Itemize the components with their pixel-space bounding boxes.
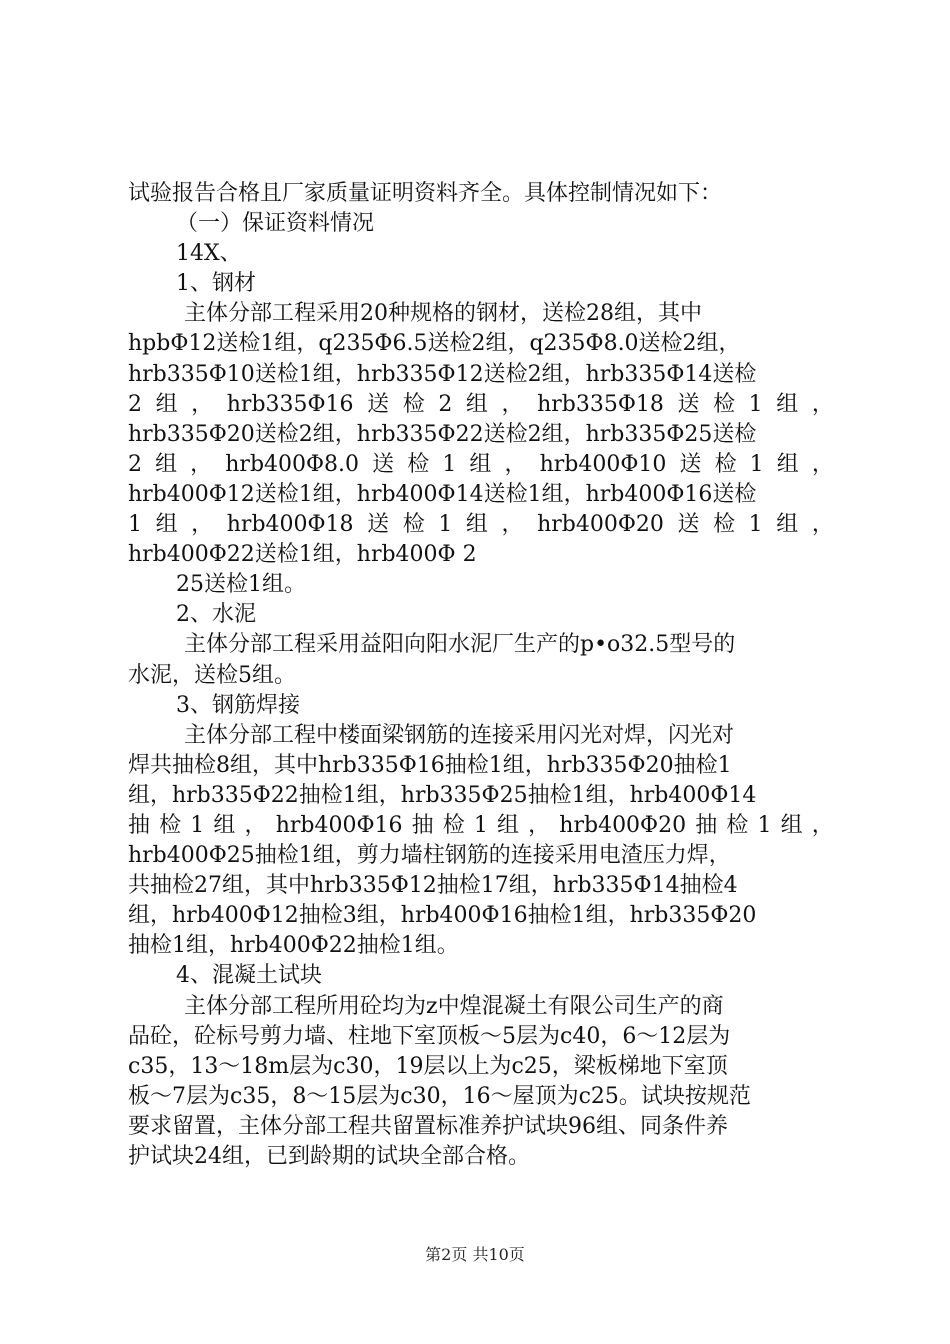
line-token: 组 xyxy=(465,391,488,417)
line-token: ， xyxy=(501,512,524,538)
line-token: 1 xyxy=(190,812,205,838)
paragraph-line: hrb335Φ20送检2组，hrb335Φ22送检2组，hrb335Φ25送检 xyxy=(128,421,757,447)
paragraph-line: 主体分部工程所用砼均为z中煌混凝土有限公司生产的商 xyxy=(184,993,724,1019)
line-token: ， xyxy=(811,812,834,838)
item-heading: 4、混凝土试块 xyxy=(176,963,322,989)
line-token: 检 xyxy=(402,391,425,417)
line-token: ， xyxy=(191,512,214,538)
line-token: hrb400Φ16 xyxy=(275,812,403,838)
paragraph-line: 水泥，送检5组。 xyxy=(128,662,296,688)
line-token: ， xyxy=(811,451,834,477)
line-token: 1 xyxy=(757,812,772,838)
line-token: 组 xyxy=(497,812,520,838)
paragraph-line: 试验报告合格且厂家质量证明资料齐全。具体控制情况如下： xyxy=(128,181,723,206)
line-token: 检 xyxy=(407,451,430,477)
line-token: 1 xyxy=(442,451,457,477)
line-token: 抽 xyxy=(411,812,434,838)
line-token: hrb400Φ20 xyxy=(559,812,687,838)
paragraph-line: hrb335Φ10送检1组，hrb335Φ12送检2组，hrb335Φ14送检 xyxy=(128,361,757,387)
line-token: 1 xyxy=(473,812,488,838)
line-token: 1 xyxy=(749,451,764,477)
line-token: 1 xyxy=(748,512,763,538)
paragraph-line-justified xyxy=(128,390,834,420)
item-heading: 1、钢材 xyxy=(176,271,256,297)
line-token: 检 xyxy=(159,812,182,838)
line-token: hrb335Φ18 xyxy=(537,391,664,417)
line-token: hrb400Φ10 xyxy=(539,451,667,477)
line-token: ， xyxy=(811,391,834,417)
paragraph-line: 共抽检27组，其中hrb335Φ12抽检17组，hrb335Φ14抽检4 xyxy=(128,873,738,899)
paragraph-line: 25送检1组。 xyxy=(176,572,306,598)
line-token: 组 xyxy=(155,451,178,477)
paragraph-line: 组，hrb400Φ12抽检3组，hrb400Φ16抽检1组，hrb335Φ20 xyxy=(128,903,757,929)
line-token: 组 xyxy=(776,391,799,417)
paragraph-line-justified xyxy=(128,450,834,480)
line-token: 送 xyxy=(677,512,700,538)
line-token: ， xyxy=(811,512,834,538)
paragraph-line: 主体分部工程采用益阳向阳水泥厂生产的p•o32.5型号的 xyxy=(184,632,736,658)
item-heading: 2、水泥 xyxy=(176,602,256,628)
line-token: 组 xyxy=(465,512,488,538)
line-token: 组 xyxy=(776,451,799,477)
paragraph-line: hrb400Φ25抽检1组，剪力墙柱钢筋的连接采用电渣压力焊， xyxy=(128,843,731,869)
document-body xyxy=(128,179,834,1172)
line-token: ， xyxy=(191,391,214,417)
paragraph-line: hrb400Φ12送检1组，hrb400Φ14送检1组，hrb400Φ16送检 xyxy=(128,481,757,507)
item-heading: 3、钢筋焊接 xyxy=(176,692,300,718)
line-token: 1 xyxy=(748,391,763,417)
line-token: 组 xyxy=(780,812,803,838)
line-token: 检 xyxy=(402,512,425,538)
line-token: hrb400Φ8.0 xyxy=(225,451,360,477)
line-token: ， xyxy=(244,812,267,838)
paragraph-line: c35，13～18m层为c30，19层以上为c25，梁板梯地下室顶 xyxy=(128,1053,728,1079)
line-token: 送 xyxy=(367,512,390,538)
line-token: 组 xyxy=(469,451,492,477)
line-token: hrb400Φ18 xyxy=(226,512,354,538)
line-token: ， xyxy=(528,812,551,838)
paragraph-line: 14X、 xyxy=(176,241,242,267)
line-token: hrb400Φ20 xyxy=(537,512,664,538)
line-token: hrb335Φ16 xyxy=(226,391,354,417)
line-token: 送 xyxy=(677,391,700,417)
section-heading: （一）保证资料情况 xyxy=(176,211,375,237)
line-token: 检 xyxy=(714,451,737,477)
line-token: 2 xyxy=(128,451,142,477)
paragraph-line-justified xyxy=(128,811,834,841)
paragraph-line: 主体分部工程中楼面梁钢筋的连接采用闪光对焊，闪光对 xyxy=(184,722,735,748)
paragraph-line: 品砼，砼标号剪力墙、柱地下室顶板～5层为c40，6～12层为 xyxy=(128,1023,731,1049)
line-token: 检 xyxy=(726,812,749,838)
line-token: ， xyxy=(190,451,213,477)
line-token: ， xyxy=(501,391,524,417)
line-token: 组 xyxy=(213,812,236,838)
paragraph-line-justified xyxy=(128,510,834,540)
line-token: 送 xyxy=(367,391,390,417)
paragraph-line: hpbΦ12送检1组，q235Φ6.5送检2组，q235Φ8.0送检2组， xyxy=(128,331,741,357)
paragraph-line: 抽检1组，hrb400Φ22抽检1组。 xyxy=(128,933,459,959)
paragraph-line: 板～7层为c35，8～15层为c30，16～屋顶为c25。试块按规范 xyxy=(128,1083,751,1109)
line-token: 抽 xyxy=(128,812,151,838)
line-token: 送 xyxy=(679,451,702,477)
line-token: 抽 xyxy=(695,812,718,838)
paragraph-line: 护试块24组，已到龄期的试块全部合格。 xyxy=(128,1144,530,1169)
paragraph-line: hrb400Φ22送检1组，hrb400Φ 2 xyxy=(128,542,477,568)
line-token: 2 xyxy=(438,391,453,417)
paragraph-line: 要求留置，主体分部工程共留置标准养护试块96组、同条件养 xyxy=(128,1113,728,1139)
line-token: 组 xyxy=(155,391,178,417)
paragraph-line: 焊共抽检8组，其中hrb335Φ16抽检1组，hrb335Φ20抽检1 xyxy=(128,752,732,778)
line-token: 组 xyxy=(155,512,178,538)
line-token: 检 xyxy=(713,512,736,538)
line-token: 送 xyxy=(372,451,395,477)
line-token: 检 xyxy=(713,391,736,417)
line-token: ， xyxy=(504,451,527,477)
line-token: 1 xyxy=(438,512,453,538)
line-token: 2 xyxy=(128,391,142,417)
line-token: 1 xyxy=(128,512,142,538)
page-number-footer: 第2页 共10页 xyxy=(425,1245,525,1264)
paragraph-line: 主体分部工程采用20种规格的钢材，送检28组，其中 xyxy=(184,301,702,327)
line-token: 检 xyxy=(442,812,465,838)
line-token: 组 xyxy=(776,512,799,538)
paragraph-line: 组，hrb335Φ22抽检1组，hrb335Φ25抽检1组，hrb400Φ14 xyxy=(128,782,757,808)
